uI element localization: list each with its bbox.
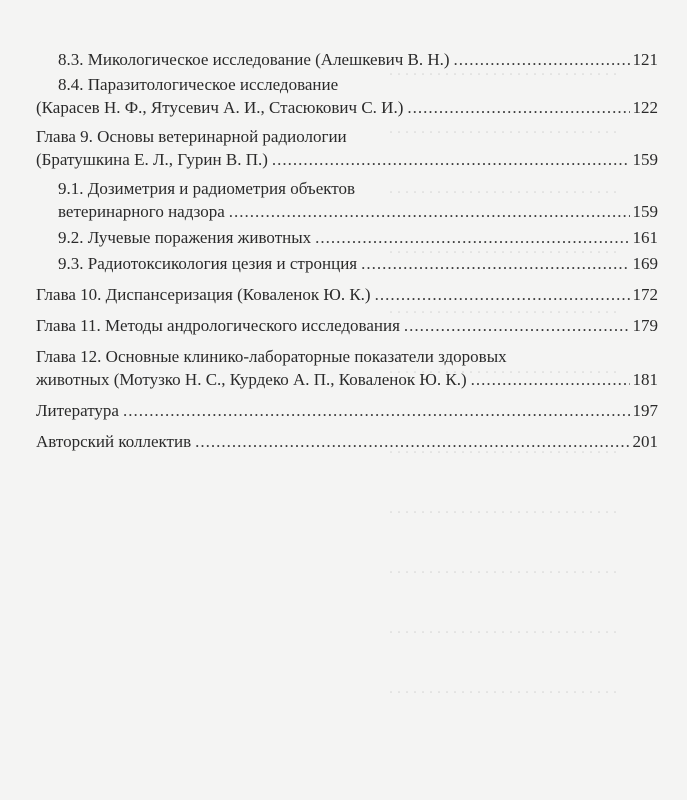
toc-page-number: 122 — [632, 98, 658, 117]
bleed-through-text: . . . . . . . . . . . . . . . . . . . . . . . . . . . . . . . . . . . . . . . . . . . . . . . . . . . . . . . . . . . . . . . . . . . . . . . . . . . . . . . . . . . . . . . . . . . . . . . . . . . . . . . . . . . . . . . . . . . . . . . . . . . . . . . . . . . . . . . . . . . . . . . . . . . . . . . . . . . . . . . . . . . . . . . . . . . . . . . . . . . . . . . . . . . . . . . . . . . . . . . . . . . . . . . . . . . . . . . . . . . . . . . . . . . . . . . . . . . . . . . . . . . . . . . . . . . . . . . . . . . . . . . . . . . . . . . . . . . . . . . . . . . . . . . . . . . . . . . . . . . . . . . . . . . . . . . . . . . . . . . — [389, 62, 617, 697]
toc-page-number: 181 — [632, 370, 658, 389]
toc-entry-title: Глава 12. Основные клинико-лабораторные показатели здоровых — [36, 347, 507, 366]
dot-leader — [375, 283, 630, 306]
dot-leader — [454, 48, 630, 71]
toc-entry-title: 8.4. Паразитологическое исследование — [58, 75, 339, 94]
toc-entry-title: Литература — [36, 401, 119, 420]
toc-entry[interactable] — [36, 430, 658, 453]
toc-page-number: 179 — [632, 316, 658, 335]
toc-entry-title: Авторский коллектив — [36, 432, 192, 451]
toc-page-number: 169 — [632, 254, 658, 273]
dot-leader — [229, 200, 630, 223]
toc-entry-title: Глава 11. Методы андрологического исследования — [36, 316, 400, 335]
dot-leader — [407, 96, 629, 119]
dot-leader — [471, 368, 630, 391]
table-of-contents — [36, 48, 658, 453]
toc-entry-title-cont: животных (Мотузко Н. С., Курдеко А. П., Коваленок Ю. К.) — [36, 370, 467, 389]
toc-page-number: 159 — [632, 202, 658, 221]
toc-entry[interactable] — [36, 314, 658, 337]
toc-page-number: 172 — [632, 285, 658, 304]
toc-entry-title: Глава 9. Основы ветеринарной радиологии — [36, 127, 347, 146]
toc-entry[interactable] — [36, 125, 658, 171]
toc-entry-title: 8.3. Микологическое исследование (Алешкевич В. Н.) — [58, 50, 450, 69]
toc-entry[interactable] — [36, 48, 658, 71]
toc-entry[interactable] — [36, 252, 658, 275]
toc-entry[interactable] — [36, 283, 658, 306]
toc-entry-title-cont: (Братушкина Е. Л., Гурин В. П.) — [36, 150, 268, 169]
dot-leader — [272, 148, 630, 171]
toc-page-number: 121 — [632, 50, 658, 69]
toc-entry-title: 9.1. Дозиметрия и радиометрия объектов — [58, 179, 356, 198]
toc-entry-title: 9.2. Лучевые поражения животных — [58, 228, 312, 247]
dot-leader — [195, 430, 629, 453]
dot-leader — [404, 314, 630, 337]
toc-entry-title: 9.3. Радиотоксикология цезия и стронция — [58, 254, 358, 273]
dot-leader — [123, 399, 630, 422]
toc-page-number: 159 — [632, 150, 658, 169]
toc-entry[interactable] — [36, 177, 658, 223]
dot-leader — [361, 252, 629, 275]
toc-entry[interactable] — [36, 399, 658, 422]
toc-page-number: 201 — [632, 432, 658, 451]
toc-entry-title-cont: ветеринарного надзора — [58, 202, 225, 221]
toc-entry[interactable] — [36, 226, 658, 249]
toc-page-number: 197 — [632, 401, 658, 420]
toc-entry[interactable] — [36, 345, 658, 391]
toc-page-number: 161 — [632, 228, 658, 247]
dot-leader — [315, 226, 629, 249]
toc-entry-title-cont: (Карасев Н. Ф., Ятусевич А. И., Стасюкович С. И.) — [36, 98, 404, 117]
toc-entry-title: Глава 10. Диспансеризация (Коваленок Ю. К.) — [36, 285, 371, 304]
toc-entry[interactable] — [36, 73, 658, 119]
